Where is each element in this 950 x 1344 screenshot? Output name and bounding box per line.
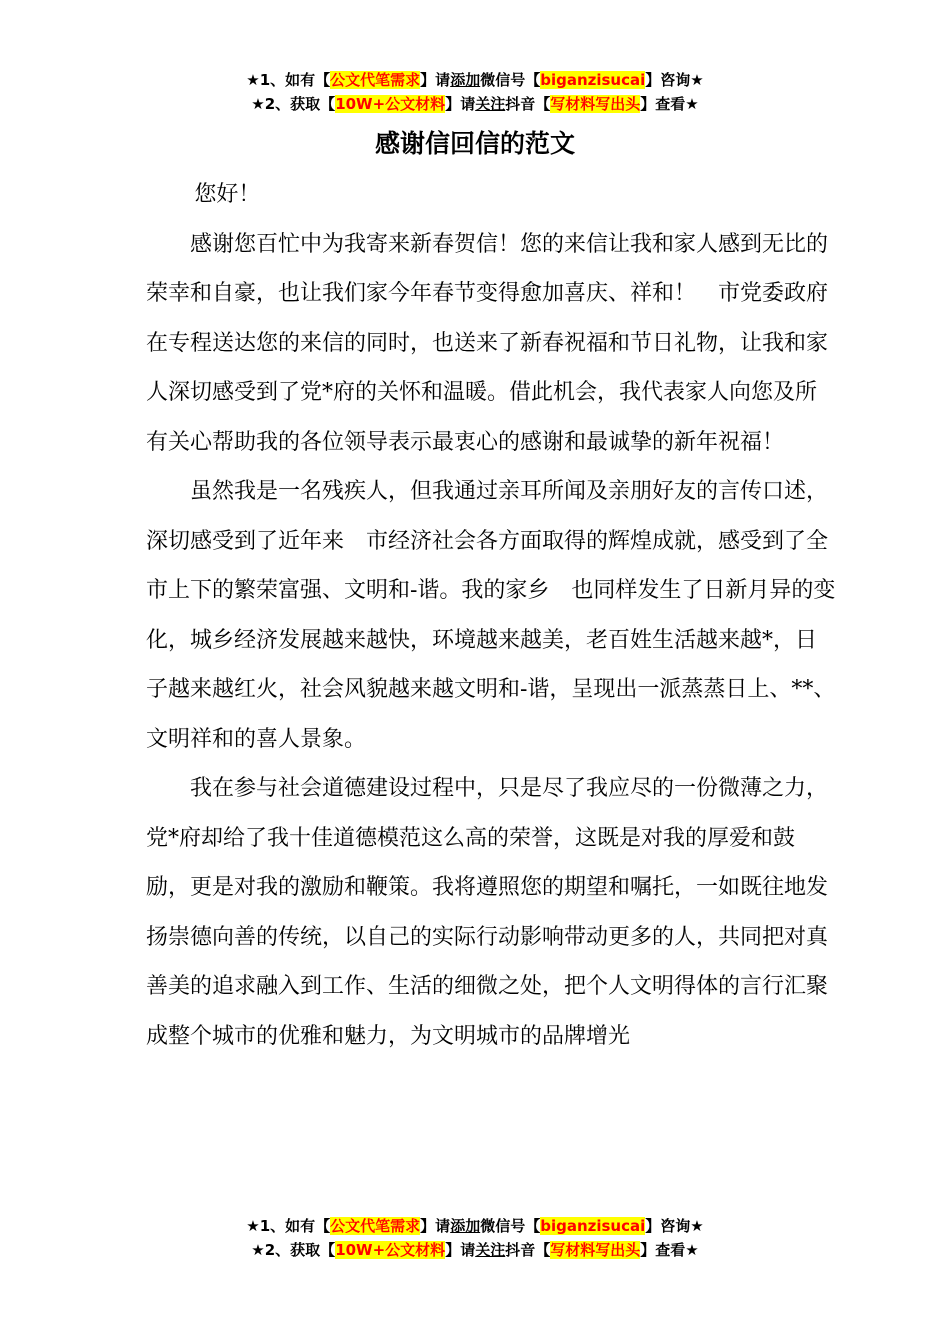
promo-highlight: 写材料写出头 bbox=[550, 1241, 641, 1259]
promo-text: ★2、获取【 bbox=[251, 1241, 336, 1259]
promo-highlight: biganzisucai bbox=[540, 1217, 646, 1235]
promo-highlight: 公文代笔需求 bbox=[330, 71, 421, 89]
promo-line-2 bbox=[0, 1238, 950, 1262]
promo-text: 微信号【 bbox=[480, 1217, 541, 1235]
paragraph-2: 虽然我是一名残疾人，但我通过亲耳所闻及亲朋好友的言传口述，深切感受到了近年来 市经济社会各方面取得的辉煌成就，感受到了全市上下的繁荣富强、文明和-谐。我的家乡 也同样发生了日新月异的变化，城乡经济发展越来越快，环境越来越美，老百姓生活越来越*，日子越来越红火，社会风貌越来越文明和-谐，呈现出一派蒸蒸日上、**、文明祥和的喜人景象。 bbox=[146, 479, 836, 752]
document-body bbox=[146, 170, 836, 1061]
promo-highlight: 写材料写出头 bbox=[550, 95, 641, 113]
promo-underlined: 添加 bbox=[450, 1217, 481, 1235]
promo-text: 】咨询★ bbox=[645, 71, 704, 89]
header-promo bbox=[0, 68, 950, 116]
promo-text: 微信号【 bbox=[480, 71, 541, 89]
promo-text: 】请 bbox=[420, 71, 451, 89]
promo-highlight: biganzisucai bbox=[540, 71, 646, 89]
promo-line-1 bbox=[0, 1214, 950, 1238]
promo-underlined: 关注 bbox=[475, 95, 506, 113]
promo-underlined: 添加 bbox=[450, 71, 481, 89]
promo-text: ★2、获取【 bbox=[251, 95, 336, 113]
promo-text: 】请 bbox=[445, 1241, 476, 1259]
promo-highlight: 10W+公文材料 bbox=[335, 1241, 446, 1259]
promo-text: 抖音【 bbox=[505, 95, 551, 113]
promo-highlight: 10W+公文材料 bbox=[335, 95, 446, 113]
promo-line-2 bbox=[0, 92, 950, 116]
footer-promo bbox=[0, 1214, 950, 1262]
promo-text: 】咨询★ bbox=[645, 1217, 704, 1235]
promo-text: 】查看★ bbox=[640, 1241, 699, 1259]
greeting: 您好！ bbox=[194, 182, 261, 207]
document-title: 感谢信回信的范文 bbox=[374, 129, 575, 158]
paragraph-3: 我在参与社会道德建设过程中，只是尽了我应尽的一份微薄之力，党*府却给了我十佳道德模范这么高的荣誉，这既是对我的厚爱和鼓励，更是对我的激励和鞭策。我将遵照您的期望和嘱托，一如既往地发扬崇德向善的传统，以自己的实际行动影响带动更多的人，共同把对真善美的追求融入到工作、生活的细微之处，把个人文明得体的言行汇聚成整个城市的优雅和魅力，为文明城市的品牌增光 bbox=[146, 776, 829, 1049]
promo-text: ★1、如有【 bbox=[246, 1217, 331, 1235]
promo-text: 】请 bbox=[445, 95, 476, 113]
promo-line-1 bbox=[0, 68, 950, 92]
promo-highlight: 公文代笔需求 bbox=[330, 1217, 421, 1235]
promo-text: 】请 bbox=[420, 1217, 451, 1235]
promo-text: 抖音【 bbox=[505, 1241, 551, 1259]
paragraph-1: 感谢您百忙中为我寄来新春贺信！您的来信让我和家人感到无比的荣幸和自豪，也让我们家今年春节变得愈加喜庆、祥和！ 市党委政府在专程送达您的来信的同时，也送来了新春祝福和节日礼物，让我和家人深切感受到了党*府的关怀和温暖。借此机会，我代表家人向您及所有关心帮助我的各位领导表示最衷心的感谢和最诚挚的新年祝福！ bbox=[146, 231, 829, 455]
promo-underlined: 关注 bbox=[475, 1241, 506, 1259]
promo-text: ★1、如有【 bbox=[246, 71, 331, 89]
promo-text: 】查看★ bbox=[640, 95, 699, 113]
